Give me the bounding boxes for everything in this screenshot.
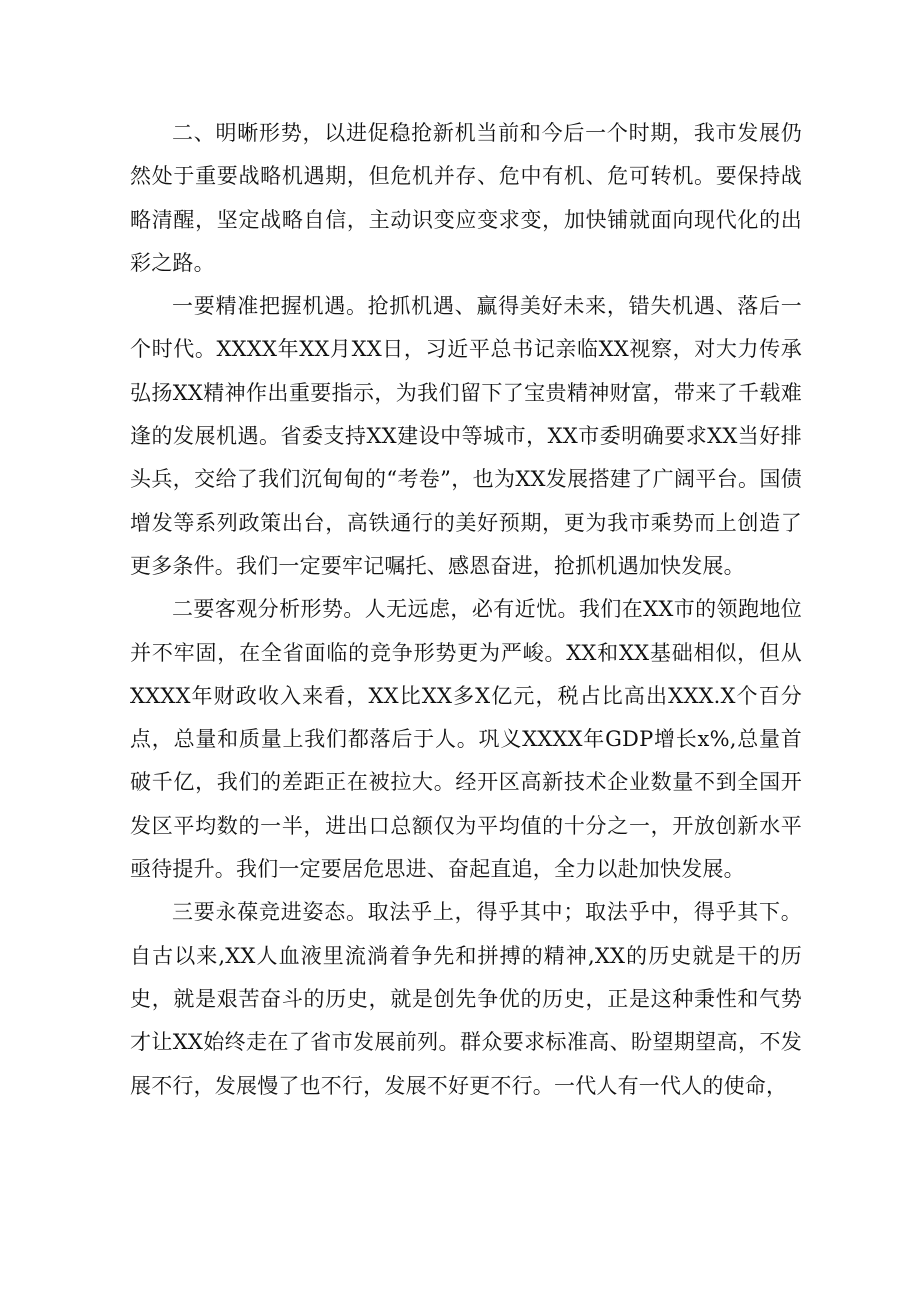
paragraph-opportunity: 一要精准把握机遇。抢抓机遇、赢得美好未来，错失机遇、落后一个时代。XXXX年XX月XX日，习近平总书记亲临XX视察，对大力传承弘扬XX精神作出重要指示，为我们留下了宝贵精神财富，带来了千载难逢的发展机遇。省委支持XX建设中等城市，XX市委明确要求XX当好排头兵，交给了我们沉甸甸的“考卷”，也为XX发展搭建了广阔平台。国债增发等系列政策出台，高铁通行的美好预期，更为我市乘势而上创造了更多条件。我们一定要牢记嘱托、感恩奋进，抢抓机遇加快发展。: [130, 294, 802, 578]
paragraph-analysis: 二要客观分析形势。人无远虑，必有近忧。我们在XX市的领跑地位并不牢固，在全省面临的竞争形势更为严峻。XX和XX基础相似，但从XXXX年财政收入来看，XX比XX多X亿元，税占比高出XXX.X个百分点，总量和质量上我们都落后于人。巩义XXXX年GDP增长x%,总量首破千亿，我们的差距正在被拉大。经开区高新技术企业数量不到全国开发区平均数的一半，进出口总额仅为平均值的十分之一，开放创新水平亟待提升。我们一定要居危思进、奋起直追，全力以赴加快发展。: [130, 597, 802, 882]
paragraph-situation: 二、明晰形势，以进促稳抢新机当前和今后一个时期，我市发展仍然处于重要战略机遇期，但危机并存、危中有机、危可转机。要保持战略清醒，坚定战略自信，主动识变应变求变，加快铺就面向现代化的出彩之路。: [130, 121, 802, 275]
document-body: [130, 112, 802, 1108]
paragraph-competition: 三要永葆竞进姿态。取法乎上，得乎其中；取法乎中，得乎其下。自古以来,XX人血液里流淌着争先和拼搏的精神,XX的历史就是干的历史，就是艰苦奋斗的历史，就是创先争优的历史，正是这种秉性和气势才让XX始终走在了省市发展前列。群众要求标准高、盼望期望高，不发展不行，发展慢了也不行，发展不好更不行。一代人有一代人的使命，: [130, 900, 802, 1098]
